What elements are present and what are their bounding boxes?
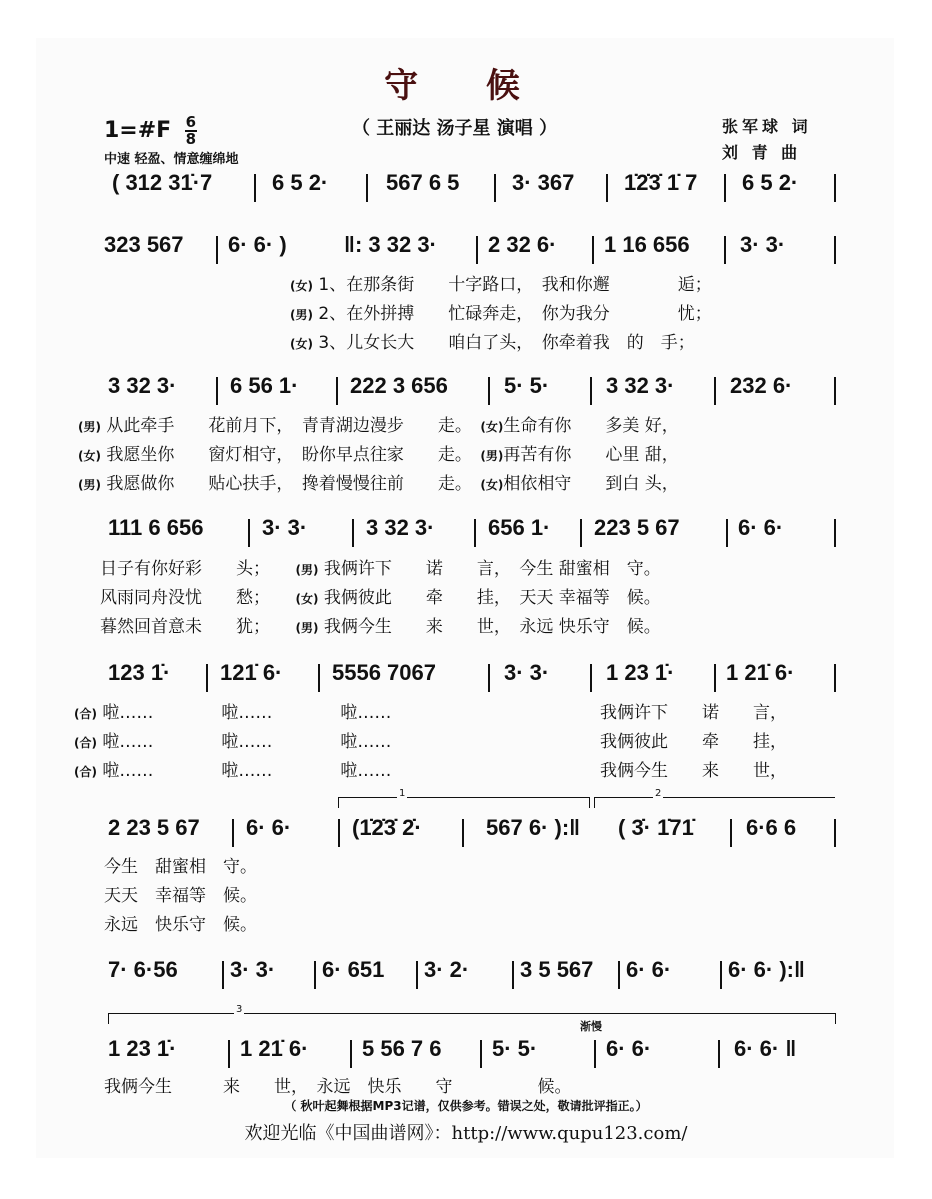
measure: 6· 6· )	[228, 232, 287, 257]
measure: 3 32 3·	[366, 515, 435, 540]
measure: 1̇2̇3̇ 1̇ 7	[624, 170, 698, 195]
lyric-line: (男) 2、在外拼搏 忙碌奔走， 你为我分 忧；	[290, 304, 712, 324]
measure: 6· 6·	[626, 957, 672, 982]
system-1	[104, 170, 844, 206]
measure: 111 6 656	[108, 515, 204, 540]
ritardando-marking: 渐慢	[580, 1020, 602, 1033]
measure: 3 32 3·	[108, 373, 177, 398]
volta-bracket-1: 1	[338, 797, 590, 808]
lyric-line: (合) 啦…… 啦…… 啦……	[74, 732, 392, 752]
measure: 223 5 67	[594, 515, 680, 540]
time-signature: $\frac{6}{8}$	[185, 113, 197, 148]
lyric-line: 我俩许下 诺 言，	[600, 703, 787, 723]
lyric-line: 日子有你好彩 头； (男) 我俩许下 诺 言， 今生 甜蜜相 守。	[100, 559, 661, 579]
lyric-line: (男) 我愿做你 贴心扶手， 搀着慢慢往前 走。 (女)相依相守 到白 头，	[78, 474, 679, 494]
measure: 2 32 6·	[488, 232, 557, 257]
measure: 656 1·	[488, 515, 551, 540]
measure: 3· 3·	[262, 515, 308, 540]
lyric-line: 今生 甜蜜相 守。	[104, 857, 257, 877]
measure: ( 312 31̇·7	[112, 170, 213, 195]
measure: 6 5 2·	[272, 170, 329, 195]
measure: 3· 3·	[740, 232, 786, 257]
measure: 6· 6·	[738, 515, 784, 540]
measure: 6 56 1·	[230, 373, 299, 398]
lyric-line: (合) 啦…… 啦…… 啦……	[74, 761, 392, 781]
lyric-line: 永远 快乐守 候。	[104, 915, 257, 935]
lyric-line: 我俩彼此 牵 挂，	[600, 732, 787, 752]
measure: 1 21̇ 6·	[726, 660, 795, 685]
measure: 1 23 1̇·	[108, 1036, 177, 1061]
measure: 6· 6·	[606, 1036, 652, 1061]
measure: ‖: 3 32 3·	[344, 232, 437, 257]
lyric-line: (女) 1、在那条街 十字路口， 我和你邂 逅；	[290, 275, 712, 295]
measure: 2 23 5 67	[108, 815, 200, 840]
measure: 3 32 3·	[606, 373, 675, 398]
key-label: 1=#F	[104, 118, 172, 143]
measure: 567 6· ):‖	[486, 815, 581, 840]
lyric-line: (女) 3、儿女长大 咱白了头， 你牵着我 的 手；	[290, 333, 695, 353]
system-8	[104, 1036, 844, 1072]
system-4	[104, 515, 844, 551]
lyric-line: (男) 从此牵手 花前月下， 青青湖边漫步 走。 (女)生命有你 多美 好，	[78, 416, 679, 436]
measure: 3· 3·	[504, 660, 550, 685]
system-7	[104, 957, 844, 993]
measure: 6· 651	[322, 957, 385, 982]
system-6	[104, 815, 844, 851]
measure: 1 21̇ 6·	[240, 1036, 309, 1061]
measure: 6· 6· ‖	[734, 1036, 797, 1061]
measure: 5· 5·	[492, 1036, 538, 1061]
composer: 刘 青 曲	[722, 143, 802, 162]
measure: 1 16 656	[604, 232, 690, 257]
lyric-line: 风雨同舟没忧 愁； (女) 我俩彼此 牵 挂， 天天 幸福等 候。	[100, 588, 661, 608]
lyric-line: (女) 我愿坐你 窗灯相守， 盼你早点往家 走。 (男)再苦有你 心里 甜，	[78, 445, 679, 465]
measure: ( 3̇· 1̇71̇	[618, 815, 694, 840]
measure: 3· 2·	[424, 957, 470, 982]
measure: 3· 367	[512, 170, 575, 195]
tempo-marking: 中速 轻盈、情意缠绵地	[104, 152, 239, 167]
measure: 232 6·	[730, 373, 793, 398]
measure: 567 6 5	[386, 170, 460, 195]
measure: 1 23 1̇·	[606, 660, 675, 685]
lyricist: 张军球 词	[722, 117, 812, 136]
measure: 222 3 656	[350, 373, 448, 398]
measure: 3· 3·	[230, 957, 276, 982]
volta-bracket-3: 3	[108, 1013, 836, 1024]
measure: 6· 6· ):‖	[728, 957, 805, 982]
measure: 121̇ 6·	[220, 660, 283, 685]
transcription-note: （ 秋叶起舞根据MP3记谱，仅供参考。错误之处，敬请批评指正。）	[284, 1099, 648, 1113]
measure: (1̇2̇3̇ 2̇·	[352, 815, 422, 840]
measure: 323 567	[104, 232, 184, 257]
measure: 5· 5·	[504, 373, 550, 398]
system-5	[104, 660, 844, 696]
key-signature	[104, 115, 197, 147]
song-title: 守 候	[384, 66, 548, 106]
lyric-line: 我俩今生 来 世， 永远 快乐 守 候。	[104, 1077, 572, 1097]
measure: 5556 7067	[332, 660, 436, 685]
measure: 6·6 6	[746, 815, 797, 840]
system-3	[104, 373, 844, 409]
lyric-line: (合) 啦…… 啦…… 啦……	[74, 703, 392, 723]
measure: 123 1̇·	[108, 660, 171, 685]
website-credit: 欢迎光临《中国曲谱网》：http://www.qupu123.com/	[244, 1123, 688, 1144]
lyric-line: 暮然回首意未 犹； (男) 我俩今生 来 世， 永远 快乐守 候。	[100, 617, 661, 637]
measure: 7· 6·56	[108, 957, 178, 982]
lyric-line: 天天 幸福等 候。	[104, 886, 257, 906]
measure: 6· 6·	[246, 815, 292, 840]
volta-bracket-2: 2	[594, 797, 835, 808]
performers: （ 王丽达 汤子星 演唱 ）	[352, 118, 558, 139]
lyric-line: 我俩今生 来 世，	[600, 761, 787, 781]
measure: 6 5 2·	[742, 170, 799, 195]
measure: 5 56 7 6	[362, 1036, 442, 1061]
system-2	[104, 232, 844, 268]
measure: 3 5 567	[520, 957, 594, 982]
